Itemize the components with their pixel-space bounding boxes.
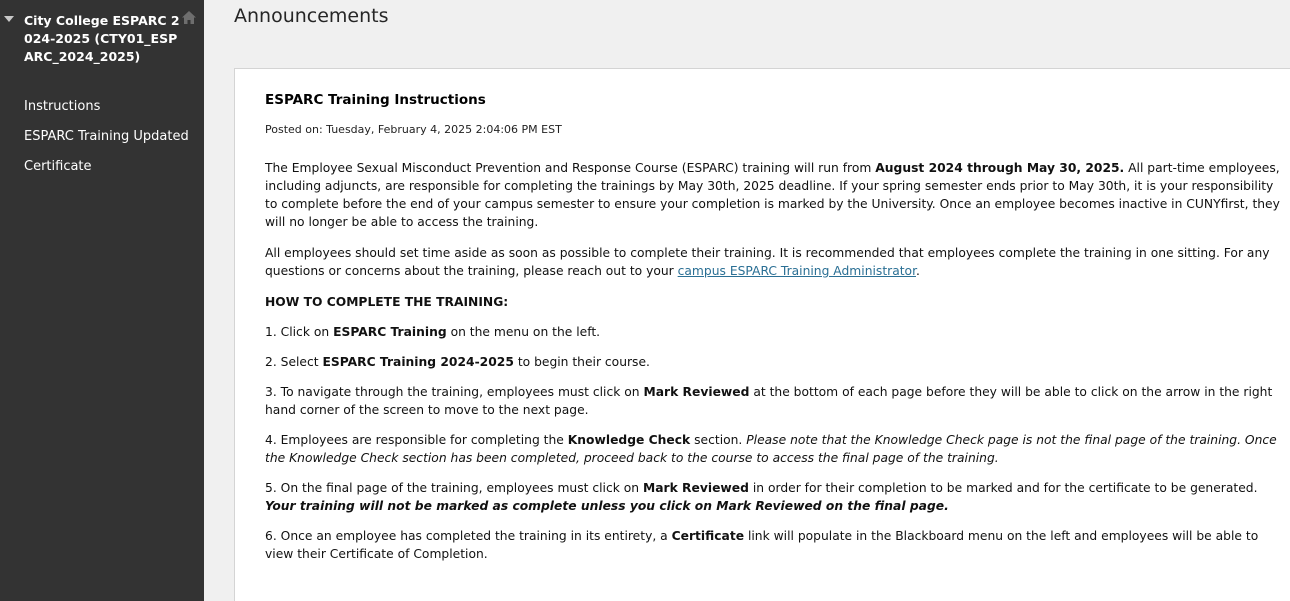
sidebar-item-esparc-training-updated[interactable]: ESPARC Training Updated — [24, 129, 189, 144]
course-sidebar — [0, 0, 204, 601]
course-header — [0, 0, 204, 92]
course-menu — [0, 92, 204, 182]
step-5: 5. On the final page of the training, employees must click on Mark Reviewed in order for their completion to be marked and for the certificate to be generated. Your training will not be marked as complete unless you click on Mark Reviewed on the final page. — [265, 481, 1258, 513]
sidebar-item-certificate[interactable]: Certificate — [24, 159, 92, 174]
esparc-admin-link[interactable]: campus ESPARC Training Administrator — [677, 264, 916, 278]
course-title[interactable]: City College ESPARC 2024-2025 (CTY01_ESPARC_2024_2025) — [24, 13, 180, 64]
step-1: 1. Click on ESPARC Training on the menu on the left. — [265, 325, 601, 339]
posted-date: Posted on: Tuesday, February 4, 2025 2:04:06 PM EST — [265, 123, 562, 136]
step-2: 2. Select ESPARC Training 2024-2025 to begin their course. — [265, 355, 650, 369]
announcement — [265, 91, 1280, 575]
main-content — [204, 0, 1290, 601]
sidebar-item-instructions[interactable]: Instructions — [24, 99, 101, 114]
triangle-down-icon[interactable] — [4, 16, 14, 22]
step-3: 3. To navigate through the training, employees must click on Mark Reviewed at the bottom of each page before they will be able to click on the arrow in the right hand corner of the screen to move to the next page. — [265, 385, 1273, 417]
page-title: Announcements — [234, 5, 389, 27]
step-6: 6. Once an employee has completed the training in its entirety, a Certificate link will populate in the Blackboard menu on the left and employees will be able to view their Certificate of Completion. — [265, 529, 1259, 561]
how-heading: HOW TO COMPLETE THE TRAINING: — [265, 295, 509, 309]
announcement-card — [234, 68, 1290, 601]
announcement-title: ESPARC Training Instructions — [265, 92, 486, 108]
intro-paragraph: The Employee Sexual Misconduct Prevention and Response Course (ESPARC) training will run from August 2024 through May 30, 2025. All part-time employees, including adjuncts, are responsible for completing the trainings by May 30th, 2025 deadline. If your spring semester ends prior to May 30th, it is your responsibility to complete before the end of your campus semester to ensure your completion is marked by the University. Once an employee becomes inactive in CUNYfirst, they will no longer be able to access the training. — [265, 161, 1280, 229]
home-icon[interactable] — [182, 11, 196, 24]
step-4: 4. Employees are responsible for completing the Knowledge Check section. Please note that the Knowledge Check page is not the final page of the training. Once the Knowledge Check section has been completed, proceed back to the course to access the final page of the training. — [265, 433, 1277, 465]
contact-paragraph: All employees should set time aside as soon as possible to complete their training. It is recommended that employees complete the training in one sitting. For any questions or concerns about the training, please reach out to your campus ESPARC Training Administrator. — [265, 246, 1270, 278]
